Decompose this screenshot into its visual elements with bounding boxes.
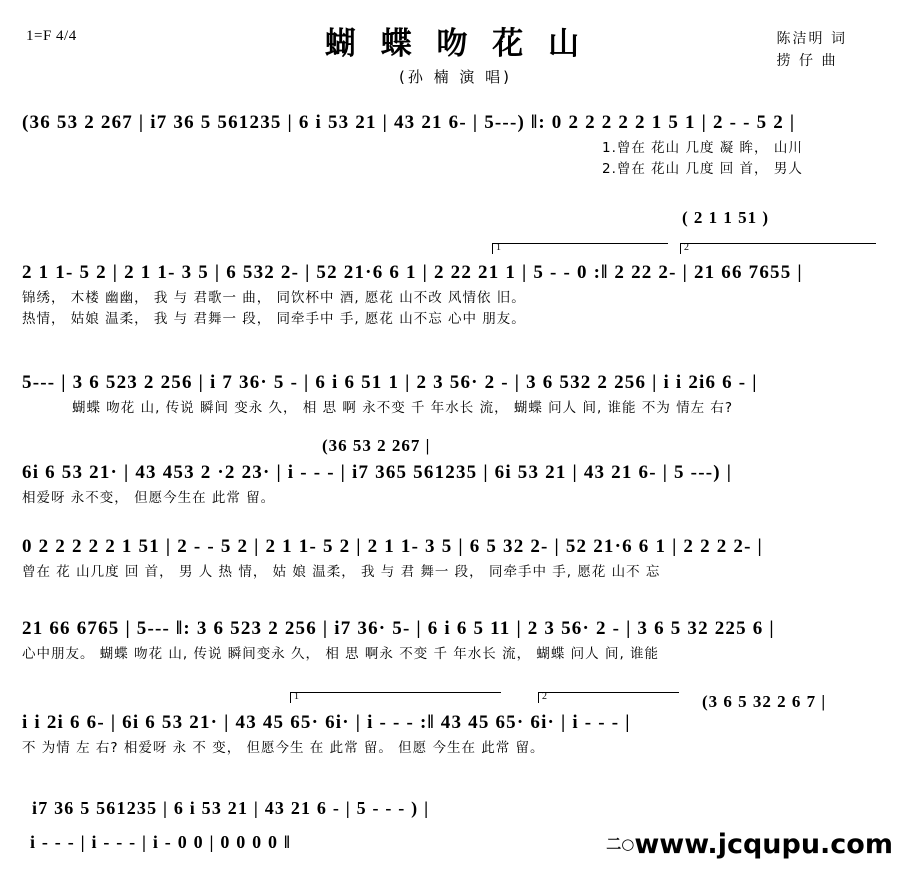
music-system-4-aux [22,436,892,456]
composer-credit: 捞 仔 曲 [776,53,838,69]
notes-row: i i 2i 6 6- | 6i 6 53 21· | 43 45 65· 6i· | i - - - :‖ 43 45 65· 6i· | i - - - | [22,712,631,733]
key-signature: 1=F 4/4 [26,28,77,44]
notes-row: i - - - | i - - - | i - 0 0 | 0 0 0 0 ‖ [30,832,291,852]
music-system-7 [22,712,892,756]
watermark-prefix: 二○ [606,835,635,853]
notes-row: 2 1 1- 5 2 | 2 1 1- 3 5 | 6 532 2- | 52 21·6 6 1 | 2 22 21 1 | 5 - - 0 :‖ 2 22 2- | 21 66 7655 | [22,262,803,283]
volta-number-1: 1 [294,691,299,702]
music-system-5 [22,536,892,580]
aux-notes-row: (36 53 2 267 | [322,436,431,455]
volta-bracket-1 [492,243,668,254]
lyric-row: 心中朋友。 蝴蝶 吻花 山, 传说 瞬间变永 久， 相 思 啊永 不变 千 年水长 流， 蝴蝶 问人 间, 谁能 [22,646,660,662]
notes-row: i7 36 5 561235 | 6 i 53 21 | 43 21 6 - | 5 - - - ) | [32,798,430,818]
notes-row: 0 2 2 2 2 2 1 51 | 2 - - 5 2 | 2 1 1- 5 2 | 2 1 1- 3 5 | 6 5 32 2- | 52 21·6 6 1 | 2 2 2 2- | [22,536,763,557]
music-system-2-aux [22,208,892,228]
lyric-row-verse2: 2.曾在 花山 几度 回 首， 男人 [602,161,803,177]
lyric-row: 曾在 花 山几度 回 首， 男 人 热 情， 姑 娘 温柔， 我 与 君 舞一 段， 同牵手中 手, 愿花 山不 忘 [22,564,661,580]
lyric-row: 蝴蝶 吻花 山, 传说 瞬间 变永 久， 相 思 啊 永不变 千 年水长 流， 蝴蝶 问人 间, 谁能 不为 情左 右? [72,400,734,416]
volta-number-1: 1 [496,242,501,253]
music-system-7-aux [22,692,892,712]
music-system-2 [22,262,892,327]
watermark [606,829,893,860]
volta-bracket-2 [680,243,876,254]
aux-notes-row: ( 2 1 1 51 ) [682,208,770,227]
volta-number-2: 2 [542,691,547,702]
lyric-row-verse1: 1.曾在 花山 几度 凝 眸， 山川 [602,140,803,156]
notes-row: 6i 6 53 21· | 43 453 2 ·2 23· | i - - - | i7 365 561235 | 6i 53 21 | 43 21 6- | 5 ---) | [22,462,733,483]
watermark-url: www.jcqupu.com [634,829,893,860]
music-system-8 [22,798,892,819]
notes-row: 5--- | 3 6 523 2 256 | i 7 36· 5 - | 6 i 6 51 1 | 2 3 56· 2 - | 3 6 532 2 256 | i i 2i6 6 - | [22,372,758,393]
lyric-row-verse1: 锦绣， 木楼 幽幽， 我 与 君歌一 曲， 同饮杯中 酒, 愿花 山不改 风情依 旧。 [22,290,526,306]
notes-row: (36 53 2 267 | i7 36 5 561235 | 6 i 53 21 | 43 21 6- | 5---) ‖: 0 2 2 2 2 2 1 5 1 | 2 - - 5 2 | [22,112,796,133]
lyric-row: 相爱呀 永不变， 但愿今生在 此常 留。 [22,490,276,506]
performer-subtitle: (孙 楠 演 唱) [398,68,512,86]
aux-notes-row: (3 6 5 32 2 6 7 | [702,692,827,711]
credits [777,28,847,72]
notes-row: 21 66 6765 | 5--- ‖: 3 6 523 2 256 | i7 36· 5- | 6 i 6 5 11 | 2 3 56· 2 - | 3 6 5 32 225 6 | [22,618,775,639]
music-system-3 [22,372,892,416]
music-system-6 [22,618,892,662]
lyric-row-verse2: 热情， 姑娘 温柔， 我 与 君舞一 段， 同牵手中 手, 愿花 山不忘 心中 朋友。 [22,311,526,327]
music-system-1 [22,112,892,177]
page-title: 蝴 蝶 吻 花 山 [324,26,587,62]
lyricist-credit: 陈洁明 词 [776,31,847,47]
lyric-row: 不 为情 左 右? 相爱呀 永 不 变， 但愿今生 在 此常 留。 但愿 今生在 此常 留。 [22,740,545,756]
music-system-4 [22,462,892,506]
volta-number-2: 2 [684,242,689,253]
